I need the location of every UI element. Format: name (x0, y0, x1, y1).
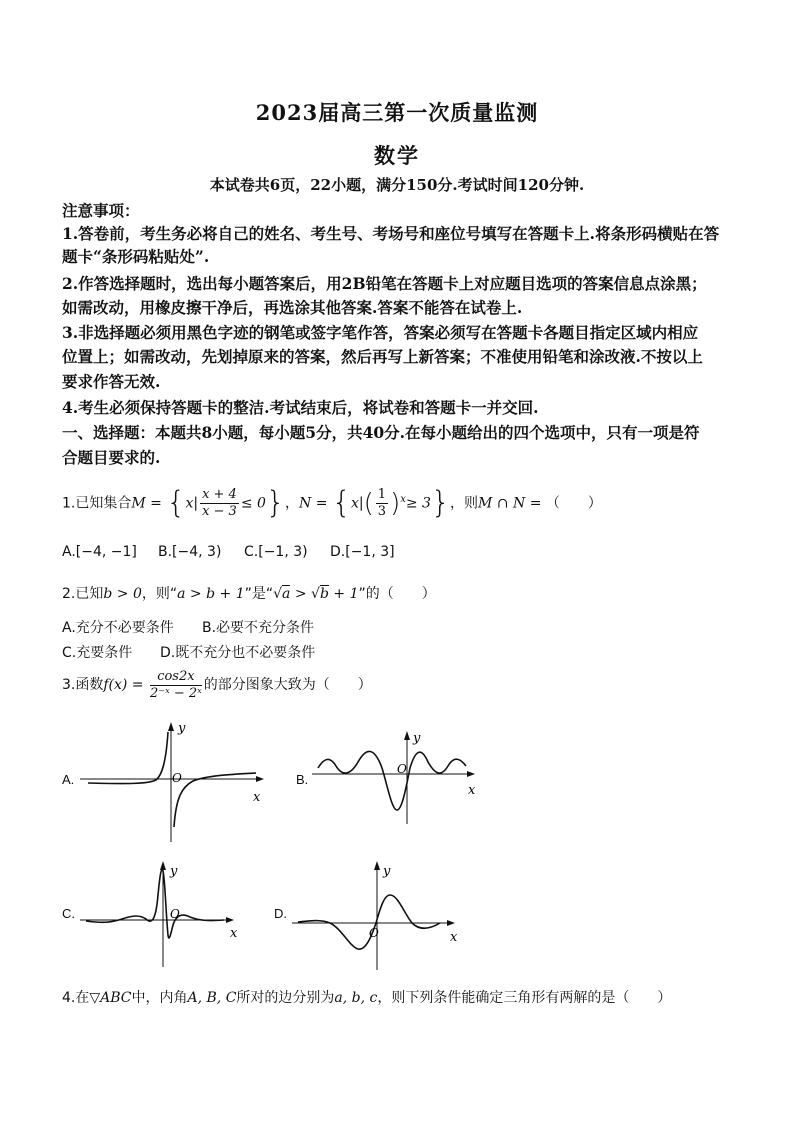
graph-a-curve-left (88, 732, 168, 784)
graph-a-curve-right (174, 773, 256, 827)
graph-b-y-arrow (404, 731, 410, 740)
q1-prefix: 1.已知集合 (62, 495, 132, 512)
q2-options-row-1 (62, 618, 314, 638)
q2-option-c[interactable]: C.充要条件 (62, 645, 133, 661)
question-3 (62, 666, 372, 704)
q2-sqrt-a: √a (273, 586, 291, 602)
q2-option-d[interactable]: D.既不充分也不必要条件 (160, 645, 316, 661)
q4-angles: A, B, C (187, 990, 237, 1006)
graph-b-x-label: x (468, 783, 476, 798)
notice-line-1: 1.答卷前，考生务必将自己的姓名、考生号、考场号和座位号填写在答题卡上.将条形码横贴在答 (62, 224, 720, 243)
graph-b-x-arrow (467, 771, 475, 777)
graph-a[interactable] (78, 717, 268, 847)
q2-option-a[interactable]: A.充分不必要条件 (62, 620, 174, 636)
q4-sides: a, b, c (334, 990, 378, 1006)
q1-paren-open: ( (363, 488, 374, 519)
q2-prefix: 2.已知 (62, 586, 104, 602)
graph-a-label[interactable]: A. (62, 772, 75, 787)
q2-options-row-2 (62, 643, 315, 663)
q1-eq-2: = (311, 495, 332, 512)
question-1 (62, 480, 602, 524)
graph-b[interactable] (310, 728, 485, 828)
q1-set-m: M (131, 495, 146, 512)
graph-b-y-label: y (413, 731, 421, 746)
notice-line-8: 4.考生必须保持答题卡的整洁.考试结束后，将试卷和答题卡一并交回. (62, 398, 539, 417)
q1-bar: | (193, 495, 199, 512)
q2-sqrt-a-radicand: a (282, 586, 291, 602)
graph-d-curve (298, 895, 440, 949)
q1-intersection: M ∩ N (478, 495, 526, 512)
graph-c-curve (86, 870, 224, 938)
q1-fraction (200, 487, 239, 520)
q4-mid: 中，内角 (131, 990, 188, 1006)
q1-exponent: x (400, 494, 406, 505)
notice-line-7: 要求作答无效. (62, 372, 161, 391)
graph-d-label[interactable]: D. (274, 906, 287, 921)
graph-c-origin: O (170, 907, 180, 921)
q1-brace-open: { (166, 485, 186, 521)
subject-title: 数学 (374, 143, 420, 168)
q3-frac-den: 2⁻ˣ − 2ˣ (150, 685, 202, 701)
q1-brace-close: } (265, 485, 286, 521)
q1-option-b[interactable]: B.[−4, 3) (158, 544, 222, 560)
q1-base-den: 3 (377, 504, 387, 520)
graph-a-x-label: x (253, 790, 261, 805)
q1-cmp2: ≥ 3 (405, 495, 431, 512)
q2-option-b[interactable]: B.必要不充分条件 (202, 620, 315, 636)
q3-function: f(x) = (103, 677, 148, 693)
notice-line-5: 3.非选择题必须用黑色字迹的钢笔或签字笔作答，答案必须写在答题卡各题目指定区域内相应 (62, 323, 699, 342)
q1-base-fraction (376, 487, 388, 520)
graph-c-y-arrow (160, 861, 166, 870)
graph-c[interactable] (78, 855, 248, 970)
q1-cmp1: ≤ 0 (240, 495, 266, 512)
q1-option-c[interactable]: C.[−1, 3) (244, 544, 308, 560)
graph-d-x-arrow (447, 920, 455, 926)
q2-mid1: ，则“ (141, 586, 178, 602)
q1-bar-2: | (358, 495, 364, 512)
q1-frac-den: x − 3 (202, 504, 237, 520)
graph-a-y-arrow (168, 722, 174, 731)
q1-option-d[interactable]: D.[−1, 3] (330, 544, 395, 560)
q4-mid2: 所对的边分别为 (236, 990, 335, 1006)
graph-c-x-arrow (226, 917, 234, 923)
graph-b-label[interactable]: B. (296, 772, 309, 787)
q1-suffix: ，则 (450, 495, 479, 512)
q1-eq: = (145, 495, 167, 512)
graph-d-x-label: x (450, 930, 458, 945)
section-heading-line-2: 合题目要求的. (62, 448, 161, 467)
graph-a-origin: O (172, 771, 182, 785)
q2-expression-a: a > b + 1 (177, 586, 245, 602)
graph-a-y-label: y (178, 721, 186, 736)
q2-condition: b > 0 (103, 586, 142, 602)
notice-line-2: 题卡“条形码粘贴处”. (62, 247, 210, 266)
q2-sqrt-b-radicand: b (319, 586, 329, 602)
q4-prefix: 4.在 (62, 990, 90, 1006)
question-2 (62, 584, 436, 604)
q2-mid2: ”是“ (244, 586, 274, 602)
q1-option-a[interactable]: A.[−4, −1] (62, 544, 137, 560)
q1-ask: = （ ） (525, 495, 602, 512)
graph-a-x-arrow (256, 776, 264, 782)
graph-b-curve (318, 751, 466, 810)
graph-d-origin: O (369, 926, 379, 940)
q1-brace-close-2: } (430, 485, 451, 521)
section-heading-line-1: 一、选择题：本题共8小题，每小题5分，共40分.在每小题给出的四个选项中，只有一项是符 (62, 423, 700, 442)
q3-prefix: 3.函数 (62, 677, 104, 693)
q1-base-num: 1 (377, 487, 387, 503)
graph-c-y-label: y (170, 864, 178, 879)
graph-d[interactable] (290, 855, 470, 975)
q3-fraction (150, 669, 202, 702)
graph-c-label[interactable]: C. (62, 906, 75, 921)
q2-end: ”的（ ） (358, 586, 436, 602)
q2-sqrt-b: √b (311, 586, 329, 602)
question-4 (62, 988, 671, 1008)
notice-line-4: 如需改动，用橡皮擦干净后，再选涂其他答案.答案不能答在试卷上. (62, 298, 523, 317)
notice-line-6: 位置上；如需改动，先划掉原来的答案，然后再写上新答案；不准使用铅笔和涂改液.不按以上 (62, 347, 703, 366)
q3-frac-num: cos2x (150, 669, 202, 686)
q2-gt: > (290, 586, 312, 602)
graph-c-x-label: x (230, 926, 238, 941)
graph-d-y-label: y (383, 864, 391, 879)
q4-triangle: ▽ABC (89, 990, 132, 1006)
exam-info: 本试卷共6页，22小题，满分150分.考试时间120分钟. (209, 176, 585, 194)
q4-end: ，则下列条件能确定三角形有两解的是（ ） (377, 990, 672, 1006)
exam-title: 2023届高三第一次质量监测 (255, 100, 539, 125)
q1-var-x-2: x (351, 495, 359, 512)
graph-d-y-arrow (374, 861, 380, 870)
q2-plus1: + 1 (328, 586, 359, 602)
q1-brace-open-2: { (331, 485, 351, 521)
q1-options (62, 542, 395, 562)
q1-var-x: x (185, 495, 194, 512)
q1-frac-num: x + 4 (202, 487, 237, 503)
q3-suffix: 的部分图象大致为（ ） (203, 677, 372, 693)
q1-paren-close: ) (390, 488, 401, 519)
notice-heading: 注意事项： (62, 201, 140, 220)
notice-line-3: 2.作答选择题时，选出每小题答案后，用2B铅笔在答题卡上对应题目选项的答案信息点涂黑； (62, 274, 707, 293)
q1-sep: ， (285, 495, 300, 512)
q1-set-n: N (299, 495, 312, 512)
graph-b-origin: O (397, 762, 407, 776)
